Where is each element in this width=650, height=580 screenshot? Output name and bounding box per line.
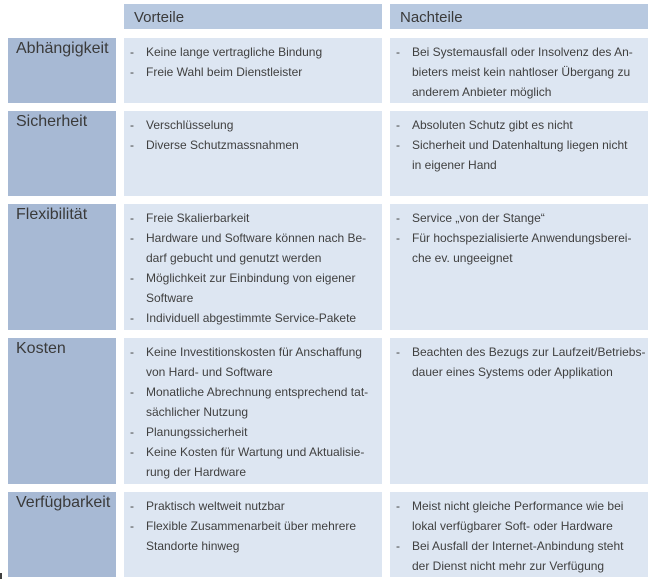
bullet-text-line: Freie Wahl beim Dienstleister	[146, 65, 303, 79]
cons-cell-kosten	[390, 338, 648, 484]
bullet-text-line: Absoluten Schutz gibt es nicht	[412, 118, 573, 132]
bullet-item	[396, 42, 642, 102]
bullet-text-line: Planungssicherheit	[146, 425, 248, 439]
pros-cell-abhaengigkeit	[124, 38, 382, 103]
pros-cell-verfuegbarkeit	[124, 492, 382, 577]
bullet-dash: -	[130, 45, 134, 59]
row-label-text: Kosten	[16, 340, 66, 357]
bullet-item	[396, 536, 642, 576]
bullet-text-line: Verschlüsselung	[146, 118, 234, 132]
header-cons-label: Nachteile	[400, 9, 463, 26]
pros-cell-flexibilitaet	[124, 204, 382, 330]
header-pros	[124, 4, 382, 29]
bullet-item	[130, 208, 376, 228]
bullet-item	[130, 42, 376, 62]
pros-cell-kosten	[124, 338, 382, 484]
bullet-dash: -	[130, 499, 134, 513]
bullet-item	[130, 228, 376, 268]
row-label-flexibilitaet	[8, 204, 116, 330]
pros-cell-sicherheit	[124, 111, 382, 196]
bullet-item	[130, 382, 376, 422]
bullet-item	[396, 496, 642, 536]
bullet-dash: -	[130, 425, 134, 439]
bullet-text-line: Freie Skalierbarkeit	[146, 211, 250, 225]
row-label-text: Verfügbarkeit	[16, 494, 111, 511]
bullet-text-line: der Dienst nicht mehr zur Verfügung	[412, 559, 605, 573]
bullet-text-line: Sicherheit und Datenhaltung liegen nicht	[412, 138, 628, 152]
header-pros-label: Vorteile	[134, 9, 185, 26]
bullet-dash: -	[130, 271, 134, 285]
bullet-text-line: anderem Anbieter möglich	[412, 85, 552, 99]
cons-cell-flexibilitaet	[390, 204, 648, 330]
bullet-dash: -	[396, 211, 400, 225]
bullet-dash: -	[130, 138, 134, 152]
bullet-text-line: von Hard- und Software	[146, 365, 273, 379]
bullet-text-line: in eigener Hand	[412, 158, 497, 172]
bullet-dash: -	[130, 231, 134, 245]
bullet-text-line: Individuell abgestimmte Service-Pakete	[146, 311, 357, 325]
bullet-item	[396, 342, 646, 382]
row-label-text: Flexibilität	[16, 206, 88, 223]
bullet-dash: -	[130, 385, 134, 399]
bullet-item	[130, 442, 376, 482]
bullet-text-line: Bei Systemausfall oder Insolvenz des An-	[412, 45, 633, 59]
bullet-text-line: Meist nicht gleiche Performance wie bei	[412, 499, 624, 513]
bullet-text-line: Diverse Schutzmassnahmen	[146, 138, 299, 152]
bullet-text-line: che ev. ungeeignet	[412, 251, 513, 265]
bullet-text-line: lokal verfügbarer Soft- oder Hardware	[412, 519, 613, 533]
bullet-text-line: Keine Investitionskosten für Anschaffung	[146, 345, 362, 359]
bullet-text-line: Praktisch weltweit nutzbar	[146, 499, 285, 513]
bullet-text-line: bieters meist kein nahtloser Übergang zu	[412, 65, 631, 79]
bullet-text-line: rung der Hardware	[146, 465, 247, 479]
bullet-text-line: dauer eines Systems oder Applikation	[412, 365, 613, 379]
bullet-text-line: Service „von der Stange“	[412, 211, 545, 225]
bullet-item	[130, 268, 376, 308]
bullet-text-line: Monatliche Abrechnung entsprechend tat-	[146, 385, 369, 399]
bullet-text-line: Für hochspezialisierte Anwendungsberei-	[412, 231, 632, 245]
bullet-item	[130, 62, 376, 82]
bullet-dash: -	[396, 231, 400, 245]
bullet-text-line: Keine Kosten für Wartung und Aktualisie-	[146, 445, 365, 459]
header-cons	[390, 4, 648, 29]
bullet-item	[130, 342, 376, 382]
bullet-dash: -	[396, 45, 400, 59]
bullet-item	[130, 422, 376, 442]
bullet-dash: -	[130, 118, 134, 132]
cons-cell-verfuegbarkeit	[390, 492, 648, 577]
bullet-dash: -	[130, 65, 134, 79]
row-label-text: Sicherheit	[16, 113, 88, 130]
row-label-kosten	[8, 338, 116, 484]
bullet-text-line: Bei Ausfall der Internet-Anbindung steht	[412, 539, 624, 553]
bullet-item	[130, 516, 376, 556]
bullet-dash: -	[130, 211, 134, 225]
bullet-text-line: Flexible Zusammenarbeit über mehrere	[146, 519, 357, 533]
row-label-verfuegbarkeit	[8, 492, 116, 577]
bullet-item	[130, 308, 376, 328]
cons-cell-sicherheit	[390, 111, 648, 196]
bullet-item	[130, 115, 376, 135]
bullet-item	[396, 228, 642, 268]
bullet-item	[396, 208, 642, 228]
bullet-dash: -	[130, 345, 134, 359]
bullet-text-line: Software	[146, 291, 194, 305]
bullet-dash: -	[396, 539, 400, 553]
bullet-dash: -	[130, 445, 134, 459]
bullet-dash: -	[130, 519, 134, 533]
bullet-item	[130, 135, 376, 155]
bullet-dash: -	[396, 118, 400, 132]
bullet-text-line: Keine lange vertragliche Bindung	[146, 45, 323, 59]
row-label-text: Abhängigkeit	[16, 40, 109, 57]
bullet-dash: -	[396, 345, 400, 359]
bullet-item	[396, 115, 642, 135]
bullet-text-line: Möglichkeit zur Einbindung von eigener	[146, 271, 356, 285]
bullet-text-line: sächlicher Nutzung	[146, 405, 249, 419]
row-label-abhaengigkeit	[8, 38, 116, 103]
bullet-dash: -	[396, 499, 400, 513]
bullet-dash: -	[130, 311, 134, 325]
row-label-sicherheit	[8, 111, 116, 196]
bullet-item	[396, 135, 642, 175]
bullet-text-line: Standorte hinweg	[146, 539, 240, 553]
bullet-text-line: Beachten des Bezugs zur Laufzeit/Betriebs-	[412, 345, 646, 359]
cons-cell-abhaengigkeit	[390, 38, 648, 103]
bullet-text-line: darf gebucht und genutzt werden	[146, 251, 322, 265]
bullet-dash: -	[396, 138, 400, 152]
bullet-item	[130, 496, 376, 516]
bullet-text-line: Hardware und Software können nach Be-	[146, 231, 367, 245]
page-mark	[0, 573, 2, 579]
